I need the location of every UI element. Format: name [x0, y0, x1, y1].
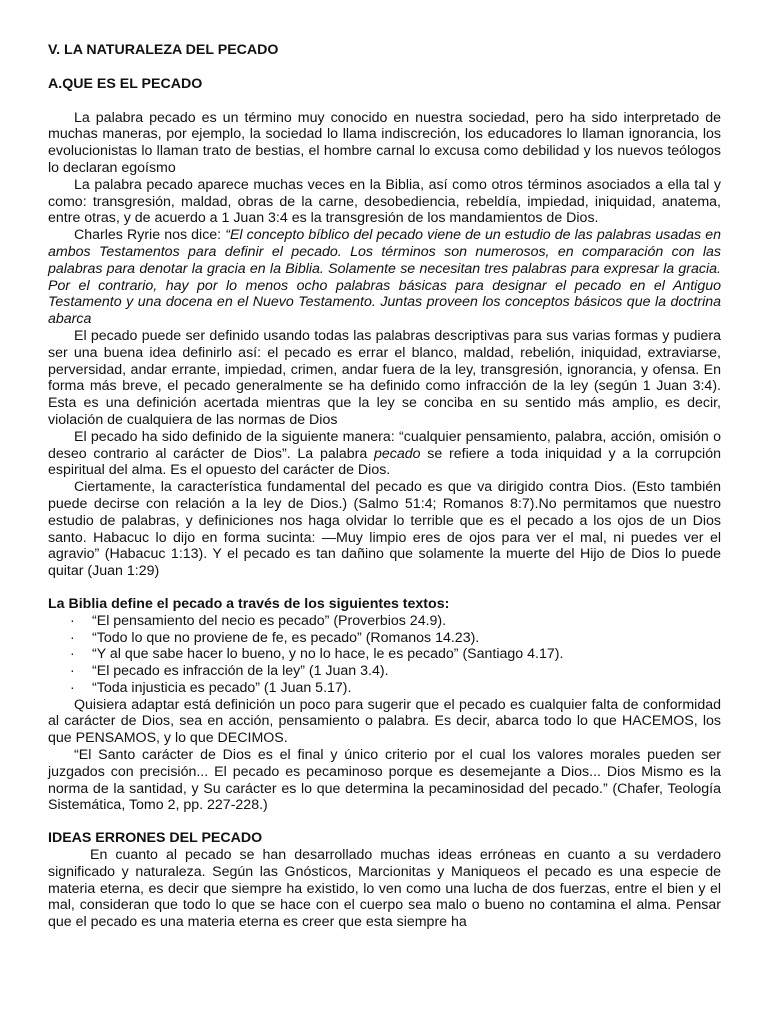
bible-texts-list: [48, 613, 721, 697]
list-item-text: “El pensamiento del necio es pecado” (Proverbios 24.9).: [92, 612, 447, 629]
bullet-icon: ·: [70, 679, 75, 696]
paragraph-ryrie: [48, 227, 721, 328]
list-item: [48, 646, 721, 663]
ryrie-quote: “El concepto bíblico del pecado viene de un estudio de las palabras usadas en ambos Testamentos para definir el pecado. Los términos son numerosos, en comparación con las palabras para denotar la gracia en la Biblia. Solamente se necesitan tres palabras para expresar la gracia. Por el contrario, hay por lo menos ocho palabras básicas para designar el pecado en el Antiguo Testamento y una docena en el Nuevo Testamento. Juntas proveen los conceptos básicos que la doctrina abarca: [48, 227, 722, 328]
list-item-text: “Y al que sabe hacer lo bueno, y no lo hace, le es pecado” (Santiago 4.17).: [92, 646, 564, 663]
defined-before: El pecado ha sido definido de la siguiente manera: “cualquier pensamiento, palabra, acción, omisión o deseo contrario al carácter de Dios”. La palabra: [48, 428, 721, 462]
list-item-text: “El pecado es infracción de la ley” (1 Juan 3.4).: [92, 663, 389, 680]
bullet-icon: ·: [70, 612, 75, 629]
paragraph-adapt: Quisiera adaptar está definición un poco para sugerir que el pecado es cualquier falta de conformidad al carácter de Dios, sea en acción, pensamiento o palabra. Es decir, abarca todo lo que HACEMOS, los que PENSAMOS, y lo que DECIMOS.: [48, 696, 721, 747]
subsection-heading: A.QUE ES EL PECADO: [48, 75, 203, 92]
paragraph-definition: El pecado puede ser definido usando todas las palabras descriptivas para sus varias formas y pudiera ser una buena idea definirlo así: el pecado es errar el blanco, maldad, rebelión, iniquidad, extraviarse, perversidad, andar errante, impiedad, crimen, andar fuera de la ley, transgresión, ignorancia, y ofensa. En forma más breve, el pecado generalmente se ha definido como infracción de la ley (según 1 Juan 3:4). Esta es una definición acertada mientras que la ley se conciba en su sentido más amplio, es decir, violación de cualquiera de las normas de Dios: [48, 327, 721, 428]
paragraph-terms: La palabra pecado aparece muchas veces en la Biblia, así como otros términos asociados a ella tal y como: transgresión, maldad, obras de la carne, desobediencia, rebeldía, impiedad, iniquidad, anatema, entre otras, y de acuerdo a 1 Juan 3:4 es la transgresión de los mandamientos de Dios.: [48, 176, 721, 227]
paragraph-defined: [48, 429, 721, 479]
paragraph-chafer: “El Santo carácter de Dios es el final y único criterio por el cual los valores morales pueden ser juzgados con precisión... El pecado es pecaminoso porque es desemejante a Dios... Dios Mismo es la norma de la santidad, y Su carácter es lo que determina la pecaminosidad del pecado.” (Chafer, Teología Sistemática, Tomo 2, pp. 227-228.): [48, 747, 721, 814]
list-item: [48, 630, 721, 647]
section-heading: V. LA NATURALEZA DEL PECADO: [48, 42, 279, 58]
list-item: [48, 613, 721, 630]
paragraph-ideas: En cuanto al pecado se han desarrollado muchas ideas erróneas en cuanto a su verdadero significado y naturaleza. Según las Gnósticos, Marcionitas y Maniqueos el pecado es una especie de materia eterna, es decir que siempre ha existido, lo ven como una lucha de dos fuerzas, entre el bien y el mal, consideran que todo lo que se hace con el cuerpo sea malo o bueno no contamina el alma. Pensar que el pecado es una materia eterna es creer que esta siempre ha: [48, 847, 721, 931]
ideas-heading: IDEAS ERRONES DEL PECADO: [48, 830, 263, 847]
paragraph-certainly: Ciertamente, la característica fundamental del pecado es que va dirigido contra Dios. (Esto también puede decirse con relación a la ley de Dios.) (Salmo 51:4; Romanos 8:7).No permitamos que nuestro estudio de palabras, y definiciones nos haga olvidar lo terrible que es el pecado a los ojos de un Dios santo. Habacuc lo dijo en forma sucinta: —Muy limpio eres de ojos para ver el mal, ni puedes ver el agravio” (Habacuc 1:13). Y el pecado es tan dañino que solamente la muerte del Hijo de Dios lo puede quitar (Juan 1:29): [48, 479, 721, 580]
bible-heading: La Biblia define el pecado a través de los siguientes textos:: [48, 595, 450, 612]
list-item: [48, 663, 721, 680]
list-item-text: “Toda injusticia es pecado” (1 Juan 5.17).: [92, 679, 352, 696]
ryrie-intro: Charles Ryrie nos dice:: [74, 227, 226, 244]
defined-after: se refiere a toda iniquidad y a la corrupción espiritual del alma. Es el opuesto del carácter de Dios.: [48, 445, 721, 479]
bullet-icon: ·: [70, 629, 75, 646]
bullet-icon: ·: [70, 663, 75, 680]
defined-italic-word: pecado: [374, 445, 421, 462]
document-page: [48, 42, 721, 931]
paragraph-intro: La palabra pecado es un término muy conocido en nuestra sociedad, pero ha sido interpretado de muchas maneras, por ejemplo, la sociedad lo llama indiscreción, los educadores lo llaman ignorancia, los evolucionistas lo llaman trato de bestias, el hombre carnal lo excusa como debilidad y los nuevos teólogos lo declaran egoísmo: [48, 109, 721, 176]
bullet-icon: ·: [70, 646, 75, 663]
list-item: [48, 680, 721, 697]
list-item-text: “Todo lo que no proviene de fe, es pecado” (Romanos 14.23).: [92, 629, 480, 646]
